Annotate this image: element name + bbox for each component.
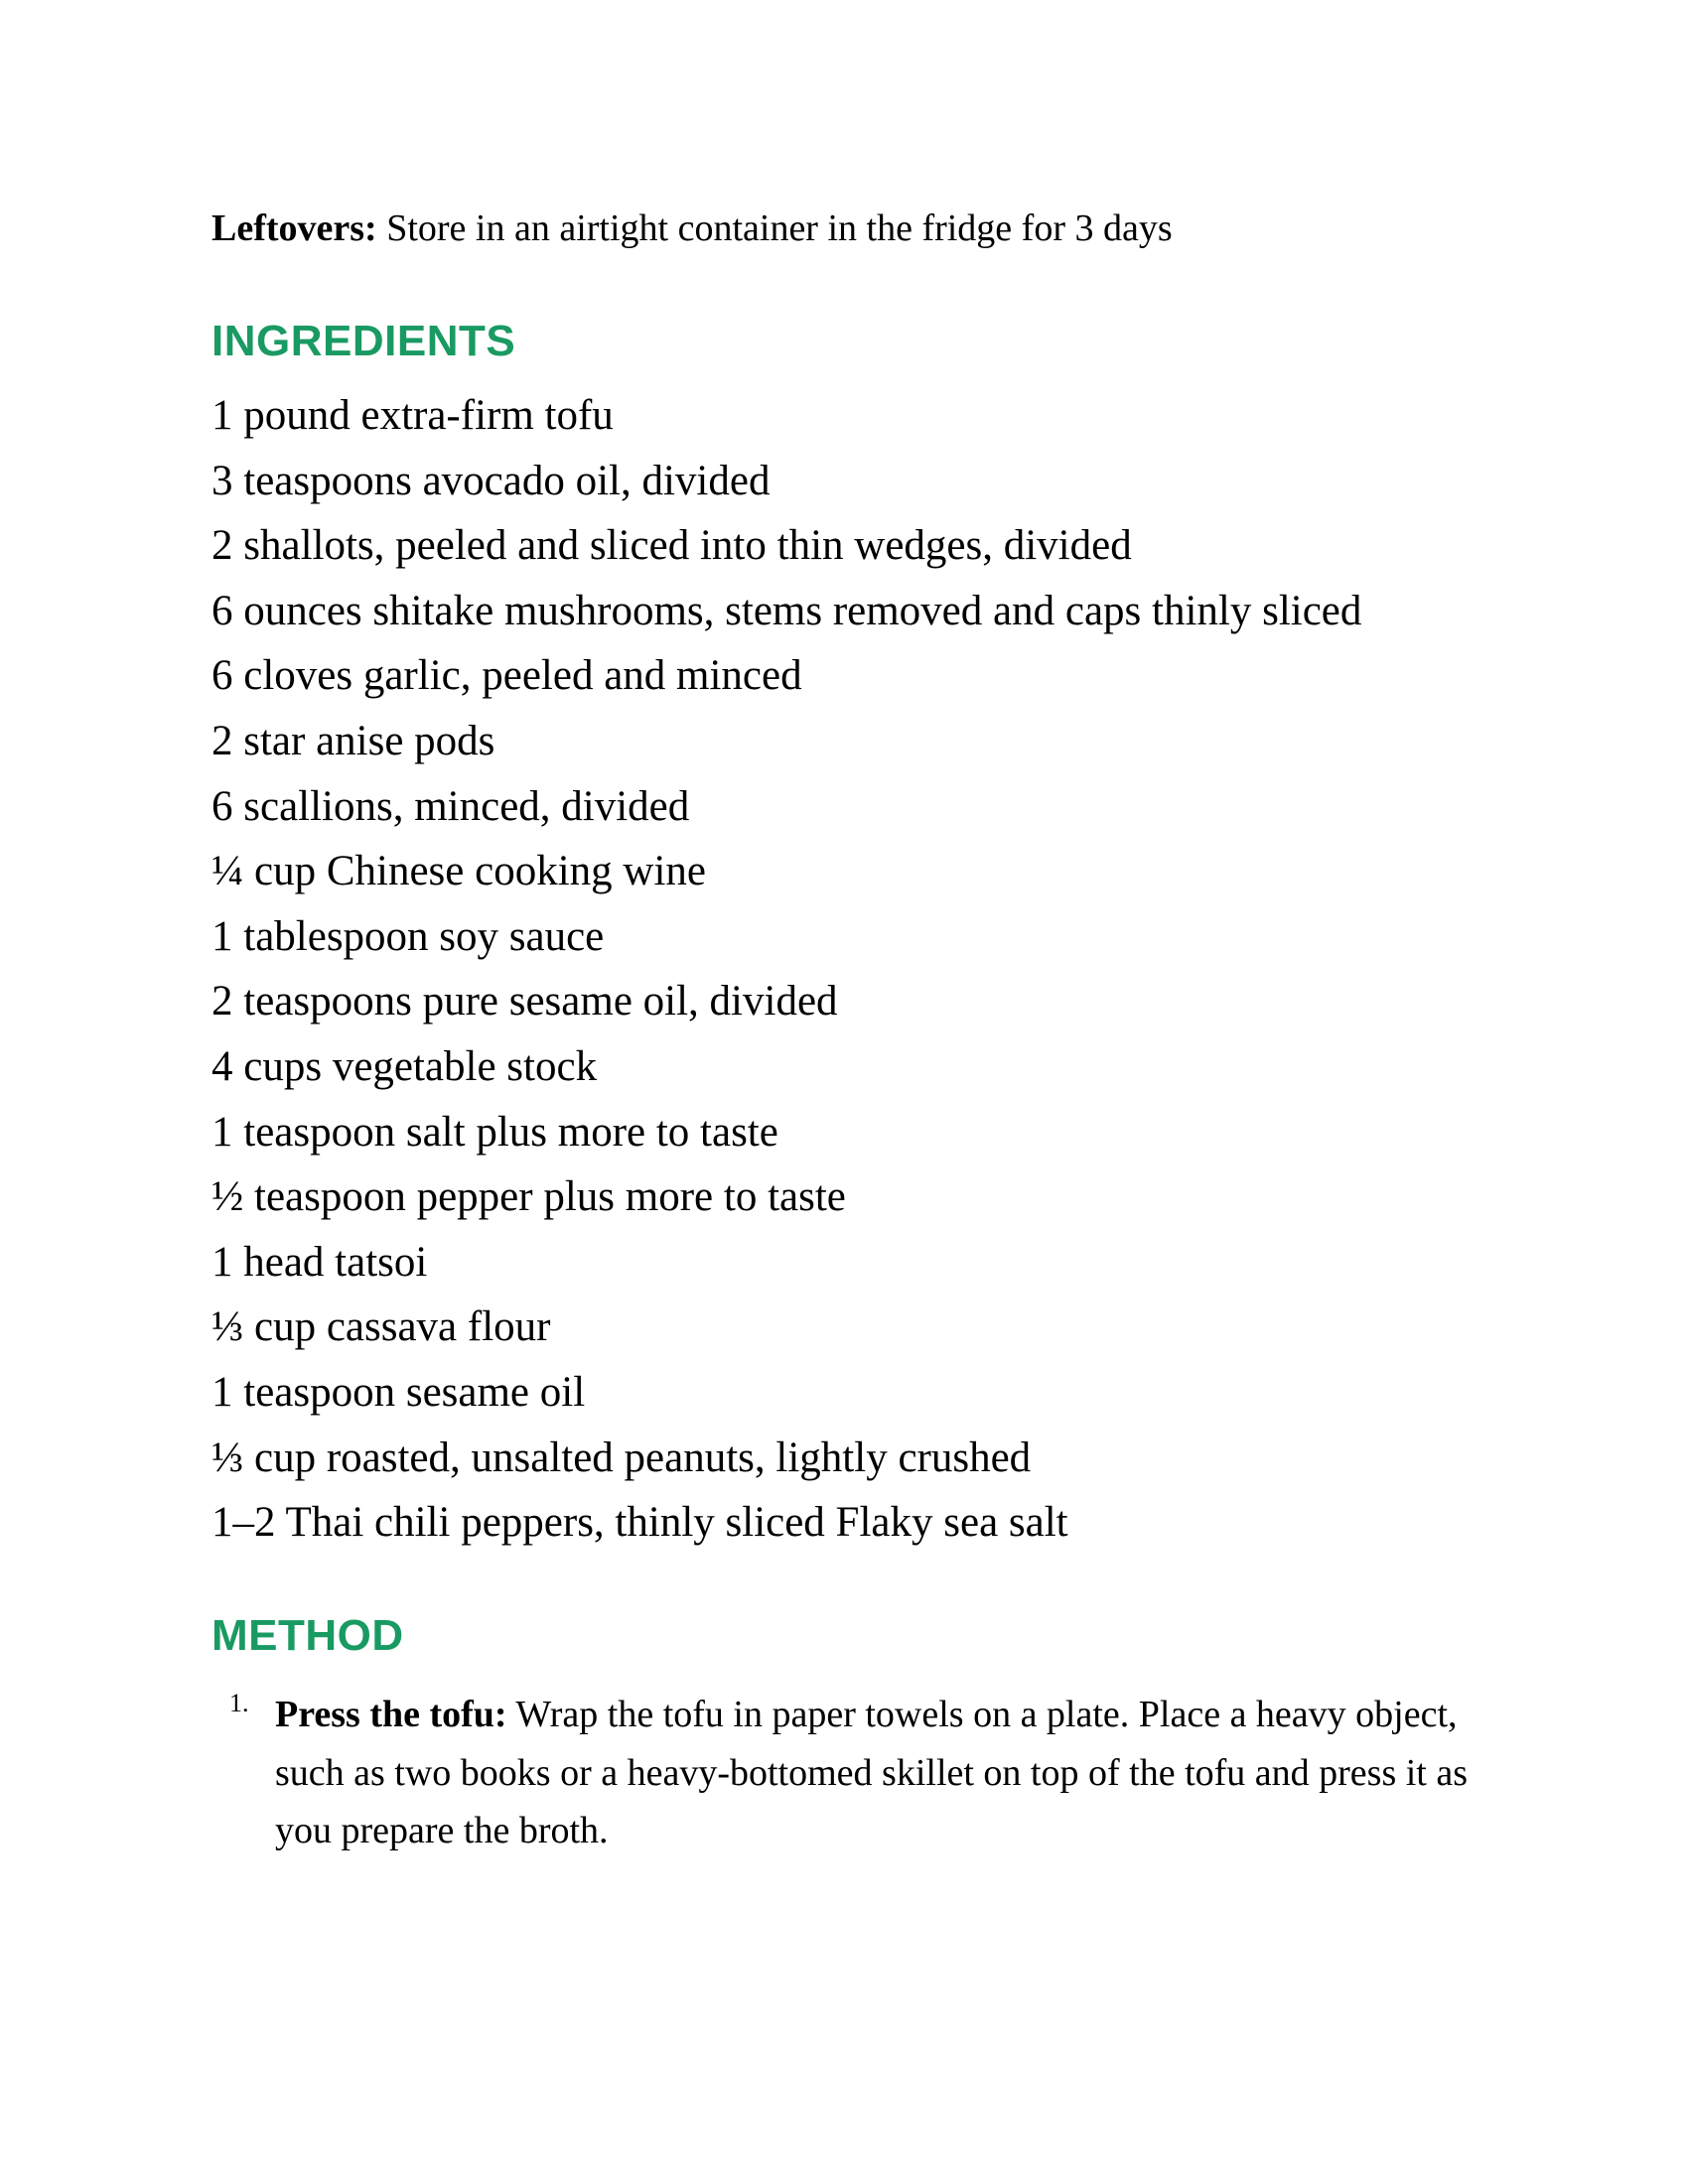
ingredient-item: ⅓ cup roasted, unsalted peanuts, lightly crushed — [211, 1433, 1032, 1481]
ingredients-heading: INGREDIENTS — [211, 317, 516, 365]
ingredient-item: 1 pound extra-firm tofu — [211, 392, 614, 439]
ingredient-item: 3 teaspoons avocado oil, divided — [211, 457, 771, 504]
ingredient-item: 4 cups vegetable stock — [211, 1042, 598, 1090]
ingredient-item: 2 teaspoons pure sesame oil, divided — [211, 978, 838, 1025]
leftovers-label: Leftovers: — [211, 207, 377, 249]
ingredient-item: ⅓ cup cassava flour — [211, 1303, 551, 1351]
ingredient-item: 1 teaspoon sesame oil — [211, 1368, 586, 1416]
step-text: Wrap the tofu in paper towels on a plate. Place a heavy object, such as two books or a heavy-bottomed skillet on top of the tofu and press it as you prepare the broth. — [275, 1694, 1469, 1851]
ingredient-item: ½ teaspoon pepper plus more to taste — [211, 1173, 846, 1221]
method-step — [211, 1686, 1502, 1860]
ingredients-list — [211, 383, 1361, 1556]
step-number: 1. — [229, 1689, 249, 1717]
ingredient-item: ¼ cup Chinese cooking wine — [211, 848, 706, 895]
method-list — [211, 1686, 1502, 1860]
ingredient-item: 1 tablespoon soy sauce — [211, 912, 605, 960]
ingredient-item: 2 star anise pods — [211, 717, 495, 764]
leftovers-note — [211, 203, 1173, 254]
ingredient-item: 1–2 Thai chili peppers, thinly sliced Flaky sea salt — [211, 1499, 1068, 1547]
step-title: Press the tofu: — [275, 1694, 507, 1735]
ingredient-item: 1 head tatsoi — [211, 1238, 428, 1286]
method-heading: METHOD — [211, 1611, 404, 1660]
ingredient-item: 6 cloves garlic, peeled and minced — [211, 652, 802, 700]
ingredient-item: 2 shallots, peeled and sliced into thin wedges, divided — [211, 522, 1132, 570]
ingredient-item: 6 scallions, minced, divided — [211, 782, 690, 830]
ingredient-item: 6 ounces shitake mushrooms, stems removed and caps thinly sliced — [211, 587, 1362, 634]
leftovers-text: Store in an airtight container in the fridge for 3 days — [376, 207, 1173, 249]
ingredient-item: 1 teaspoon salt plus more to taste — [211, 1108, 778, 1156]
